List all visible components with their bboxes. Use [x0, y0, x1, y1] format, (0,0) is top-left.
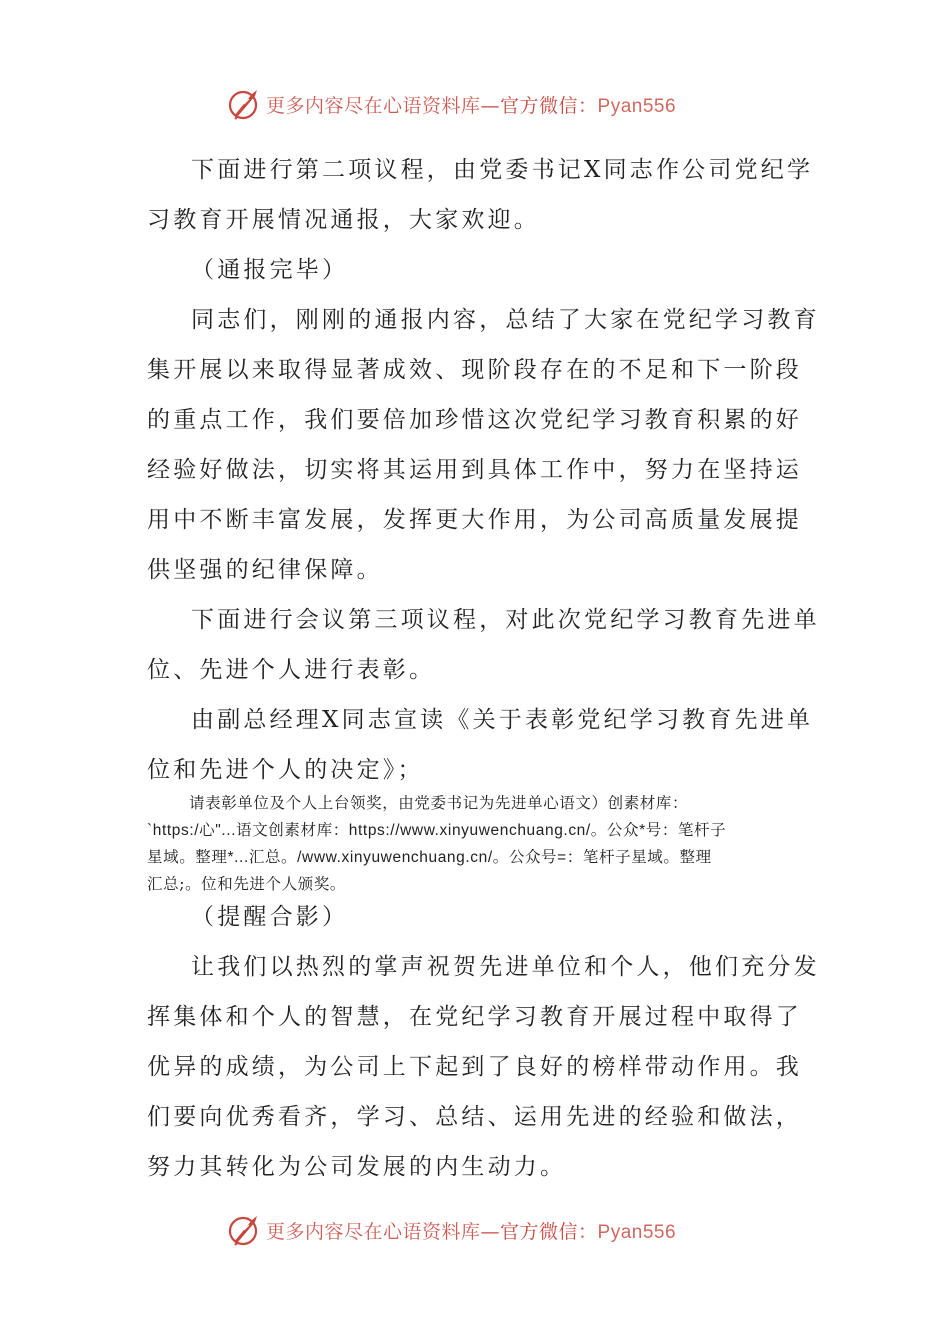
banner-wechat-id: Pyan556	[597, 1221, 677, 1243]
text-line: 优异的成绩，为公司上下起到了良好的榜样带动作用。我	[147, 1054, 802, 1080]
banner-brand-text: 更多内容尽在心语资料库	[266, 94, 481, 117]
text-line: 星域。整理*...汇总。/www.xinyuwenchuang.cn/。公众号=：笔杆子星域。整理	[147, 849, 712, 866]
paragraph-congratulations	[147, 942, 820, 1192]
text-line: 们要向优秀看齐，学习、总结、运用先进的经验和做法，	[147, 1104, 802, 1130]
text-line: 下面进行会议第三项议程，对此次党纪学习教育先进单	[191, 607, 820, 633]
paragraph-agenda-three	[147, 595, 820, 695]
header-banner	[226, 84, 746, 124]
paragraph-photo-reminder	[147, 892, 807, 942]
text-line: `https:/心"...语文创素材库：https://www.xinyuwenchuang.cn/。公众*号：笔杆子	[147, 822, 727, 839]
text-line: 挥集体和个人的智慧，在党纪学习教育开展过程中取得了	[147, 1004, 802, 1030]
text-line: 集开展以来取得显著成效、现阶段存在的不足和下一阶段	[147, 357, 802, 383]
text-line: （通报完毕）	[191, 257, 349, 283]
banner-wechat-label: 官方微信：	[500, 1220, 598, 1243]
paragraph-agenda-two	[147, 145, 814, 245]
text-line: 用中不断丰富发展，发挥更大作用，为公司高质量发展提	[147, 507, 802, 533]
text-line: 习教育开展情况通报，大家欢迎。	[147, 207, 540, 233]
banner-dash: —	[480, 1220, 501, 1243]
paragraph-report-done	[147, 245, 807, 295]
text-line: 的重点工作，我们要倍加珍惜这次党纪学习教育积累的好	[147, 407, 802, 433]
text-line: 同志们，刚刚的通报内容，总结了大家在党纪学习教育	[191, 307, 820, 333]
text-line: 汇总;。位和先进个人颁奖。	[147, 875, 347, 893]
text-line: 让我们以热烈的掌声祝贺先进单位和个人，他们充分发	[191, 954, 820, 980]
text-line: 供坚强的纪律保障。	[147, 557, 383, 583]
text-line: 经验好做法，切实将其运用到具体工作中，努力在坚持运	[147, 457, 802, 483]
text-line: 下面进行第二项议程，由党委书记X同志作公司党纪学	[191, 157, 814, 183]
quill-logo-icon	[226, 1212, 262, 1248]
text-line: （提醒合影）	[191, 904, 349, 930]
text-line: 位和先进个人的决定》；	[147, 757, 424, 783]
text-line: 位、先进个人进行表彰。	[147, 657, 436, 683]
text-line: 请表彰单位及个人上台领奖，由党委书记为先进单心语文）创素材库：	[189, 794, 689, 812]
paragraph-award-note	[147, 790, 817, 898]
banner-wechat-id: Pyan556	[597, 95, 677, 117]
paragraph-decision	[147, 695, 814, 795]
banner-wechat-label: 官方微信：	[500, 94, 598, 117]
text-line: 努力其转化为公司发展的内生动力。	[147, 1154, 567, 1180]
banner-dash: —	[480, 94, 501, 117]
footer-banner	[226, 1210, 746, 1250]
paragraph-summary	[147, 295, 820, 595]
quill-logo-icon	[226, 86, 262, 122]
text-line: 由副总经理X同志宣读《关于表彰党纪学习教育先进单	[191, 707, 814, 733]
banner-brand-text: 更多内容尽在心语资料库	[266, 1220, 481, 1243]
